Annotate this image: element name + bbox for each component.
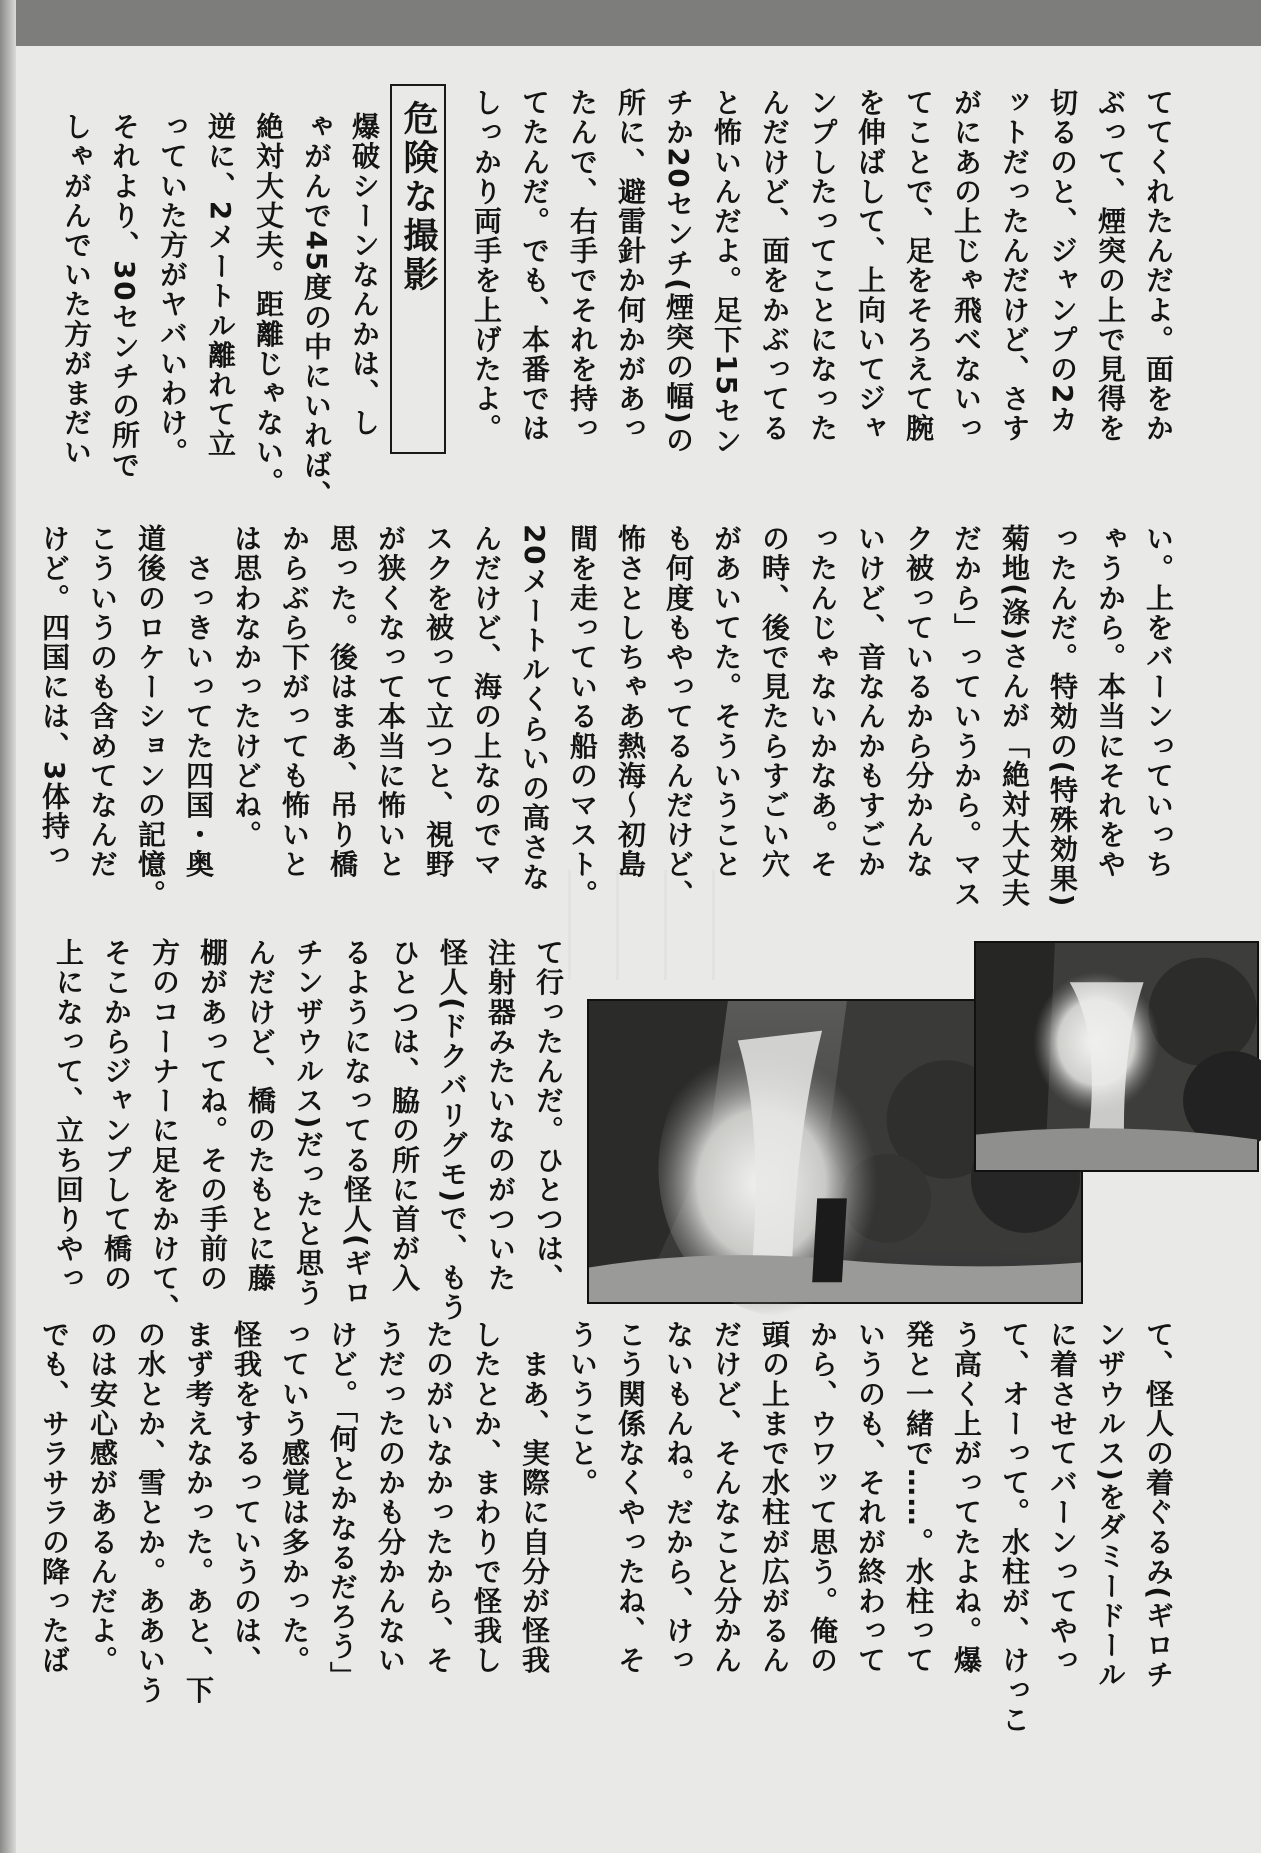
text-line: いけど、音なんかもすごか: [854, 524, 887, 880]
text-line: んだけど、橋のたもとに藤: [244, 938, 277, 1294]
text-line: 方のコーナーに足をかけて、: [148, 938, 181, 1323]
text-line: は思わなかったけどね。: [230, 524, 263, 850]
text-line: まあ、実際に自分が怪我: [518, 1320, 551, 1676]
text-line: ク被っているから分かんな: [902, 524, 935, 880]
text-line: 棚があってね。その手前の: [196, 938, 229, 1294]
text-line: 道後のロケーションの記憶。: [134, 524, 167, 909]
section-heading-box: [390, 84, 446, 454]
text-line: そこからジャンプして橋の: [100, 938, 133, 1294]
text-line: けど。四国には、3体持っ: [38, 524, 71, 871]
text-line: のは安心感があるんだよ。: [86, 1320, 119, 1676]
text-line: っていう感覚は多かった。: [278, 1320, 311, 1676]
text-line: て、怪人の着ぐるみ(ギロチ: [1142, 1320, 1175, 1690]
text-line: があいてた。そういうこと: [710, 524, 743, 880]
text-line: が狭くなって本当に怖いと: [374, 524, 407, 880]
text-line: うだったのかも分かんない: [374, 1320, 407, 1676]
text-line: う高く上がってたよね。爆: [950, 1320, 983, 1676]
text-line: 逆に、2メートル離れて立: [204, 112, 237, 459]
text-line: て行ったんだ。ひとつは、: [532, 938, 565, 1294]
text-line: と怖いんだよ。足下15セン: [710, 88, 743, 456]
text-line: 切るのと、ジャンプの2カ: [1046, 88, 1079, 435]
text-line: 間を走っている船のマスト。: [566, 524, 599, 909]
text-line: だけど、そんなこと分かん: [710, 1320, 743, 1676]
text-line: 上になって、立ち回りやっ: [52, 938, 85, 1294]
text-line: 注射器みたいなのがついた: [484, 938, 517, 1294]
text-line: から、ウワッて思う。俺の: [806, 1320, 839, 1676]
text-line: ててくれたんだよ。面をか: [1142, 88, 1175, 444]
bleed-through-text: [545, 870, 715, 980]
text-line: したとか、まわりで怪我し: [470, 1320, 503, 1676]
text-line: てたんだ。でも、本番では: [518, 88, 551, 444]
text-line: るようになってる怪人(ギロ: [340, 938, 373, 1308]
text-line: チンザウルス)だったと思う: [292, 938, 325, 1308]
text-line: ゃうから。本当にそれをや: [1094, 524, 1127, 880]
text-column-middle-lower: [52, 938, 572, 1323]
page-left-edge: [0, 0, 16, 1853]
text-line: っていた方がヤバいわけ。: [156, 112, 189, 468]
text-line: も何度もやってるんだけど、: [662, 524, 695, 909]
text-line: たのがいなかったから、そ: [422, 1320, 455, 1676]
text-line: 頭の上まで水柱が広がるん: [758, 1320, 791, 1676]
text-line: ンザウルス)をダミードール: [1094, 1320, 1127, 1690]
text-line: の水とか、雪とか。ああいう: [134, 1320, 167, 1705]
text-line: ゃがんで45度の中にいれば、: [300, 112, 333, 510]
text-line: ったんじゃないかなあ。そ: [806, 524, 839, 880]
text-line: 20メートルくらいの高さな: [518, 524, 551, 892]
text-line: んだけど、面をかぶってる: [758, 88, 791, 444]
text-line: こういうのも含めてなんだ: [86, 524, 119, 880]
text-line: こう関係なくやったね、そ: [614, 1320, 647, 1676]
section-heading: 危険な撮影: [398, 100, 438, 295]
page-top-edge: [0, 0, 1261, 46]
text-line: ひとつは、脇の所に首が入: [388, 938, 421, 1294]
text-line: だから」っていうから。マス: [950, 524, 983, 909]
text-line: てことで、足をそろえて腕: [902, 88, 935, 444]
text-line: それより、30センチの所で: [108, 112, 141, 480]
text-line: いうのも、それが終わって: [854, 1320, 887, 1676]
text-line: 怪人(ドクバリグモ)で、もう: [436, 938, 469, 1322]
text-line: 絶対大丈夫。距離じゃない。: [252, 112, 285, 497]
text-line: ンプしたってことになった: [806, 88, 839, 444]
text-line: たんで、右手でそれを持っ: [566, 88, 599, 444]
text-line: に着させてバーンってやっ: [1046, 1320, 1079, 1676]
text-line: んだけど、海の上なのでマ: [470, 524, 503, 880]
text-line: い。上をバーンっていっち: [1142, 524, 1175, 880]
text-line: を伸ばして、上向いてジャ: [854, 88, 887, 444]
text-line: 所に、避雷針か何かがあっ: [614, 88, 647, 444]
text-line: しっかり両手を上げたよ。: [470, 88, 503, 444]
text-line: ないもんね。だから、けっ: [662, 1320, 695, 1676]
text-line: しゃがんでいた方がまだい: [60, 112, 93, 468]
text-line: て、オーって。水柱が、けっこ: [998, 1320, 1031, 1735]
text-line: ういうこと。: [566, 1320, 599, 1498]
text-line: チか20センチ(煙突の幅)の: [662, 88, 695, 455]
text-line: からぶら下がっても怖いと: [278, 524, 311, 880]
text-column-top-right: [462, 88, 1182, 508]
text-column-top-left: [52, 112, 388, 512]
text-line: 爆破シーンなんかは、し: [348, 112, 381, 438]
text-line: がにあの上じゃ飛べないっ: [950, 88, 983, 444]
text-line: ったんだ。特効の(特殊効果): [1046, 524, 1079, 908]
text-line: まず考えなかった。あと、下: [182, 1320, 215, 1705]
text-line: けど。「何とかなるだろう」: [326, 1320, 359, 1691]
text-line: の時、後で見たらすごい穴: [758, 524, 791, 880]
text-line: 菊地(涤)さんが「絶対大丈夫: [998, 524, 1031, 908]
text-line: ぶって、煙突の上で見得を: [1094, 88, 1127, 444]
text-line: 発と一緒で……。水柱って: [902, 1320, 935, 1676]
text-line: さっきいってた四国・奥: [182, 524, 215, 880]
text-line: 怪我をするっていうのは、: [230, 1320, 263, 1676]
text-line: スクを被って立つと、視野: [422, 524, 455, 880]
text-line: ットだったんだけど、さす: [998, 88, 1031, 444]
text-line: 思った。後はまあ、吊り橋: [326, 524, 359, 880]
text-line: 怖さとしちゃあ熱海～初島: [614, 524, 647, 880]
waterfall-explosion-inset-photo: [974, 941, 1259, 1172]
text-column-bottom: [38, 1320, 1182, 1760]
text-line: でも、サラサラの降ったば: [38, 1320, 71, 1676]
